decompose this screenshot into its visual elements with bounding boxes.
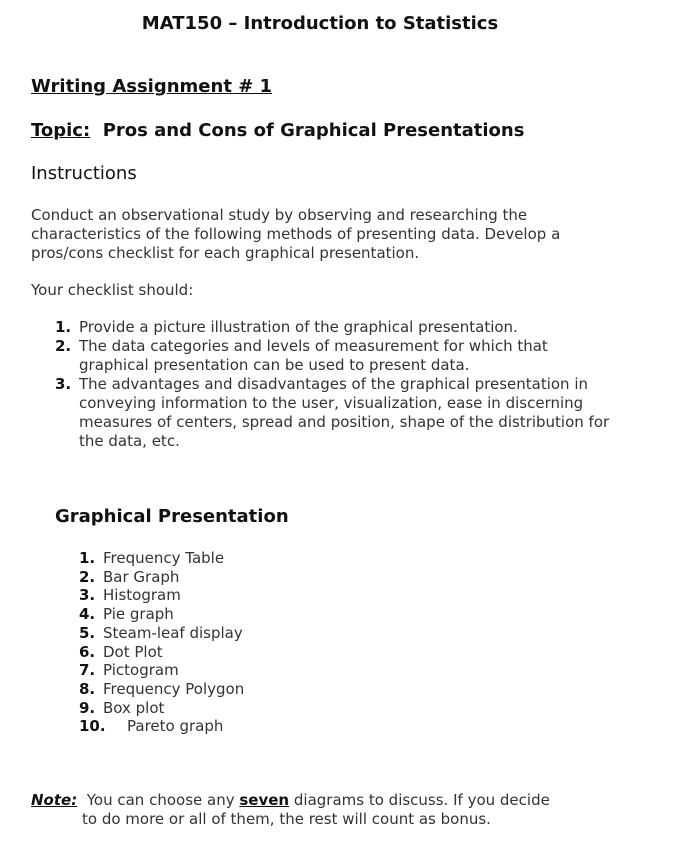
graphical-presentation-list	[79, 549, 244, 736]
list-item	[79, 699, 244, 718]
note	[31, 791, 641, 829]
list-item-text: Dot Plot	[103, 642, 163, 661]
list-item	[79, 624, 244, 643]
list-item	[55, 318, 615, 337]
list-item-text: The data categories and levels of measurement for which that graphical presentation can be used to present data.	[79, 337, 548, 374]
list-number: 4.	[79, 605, 96, 624]
list-number: 9.	[79, 698, 96, 717]
list-number: 1.	[55, 318, 72, 336]
list-item-text: Pareto graph	[127, 717, 224, 736]
list-item	[79, 661, 244, 680]
topic-label: Topic:	[31, 120, 91, 141]
topic-line	[31, 120, 524, 141]
list-item	[79, 680, 244, 699]
list-number: 6.	[79, 642, 96, 661]
topic-text: Pros and Cons of Graphical Presentations	[102, 120, 525, 141]
list-number: 5.	[79, 623, 96, 642]
list-item-text: Histogram	[103, 586, 181, 605]
instructions-heading: Instructions	[31, 163, 137, 184]
list-item-text: Bar Graph	[103, 567, 180, 586]
list-item-text: Frequency Table	[103, 549, 225, 567]
course-title: MAT150 – Introduction to Statistics	[141, 13, 499, 34]
list-number: 8.	[79, 679, 96, 698]
list-item-text: Frequency Polygon	[103, 679, 245, 698]
list-item	[79, 643, 244, 662]
list-item	[79, 605, 244, 624]
list-item-text: Steam-leaf display	[103, 623, 243, 642]
list-item-text: Pie graph	[103, 605, 174, 624]
note-emphasis: seven	[239, 791, 290, 809]
list-number: 2.	[55, 337, 72, 355]
list-item	[79, 717, 244, 736]
list-item	[55, 337, 615, 375]
checklist	[55, 318, 615, 451]
list-item-text: Provide a picture illustration of the graphical presentation.	[79, 318, 518, 336]
list-item	[79, 586, 244, 605]
list-number: 3.	[55, 375, 72, 393]
note-text-after: diagrams to discuss. If you decide	[293, 791, 550, 809]
list-item-text: Pictogram	[103, 661, 179, 680]
graphical-presentation-heading: Graphical Presentation	[55, 506, 289, 527]
list-item	[79, 568, 244, 587]
list-item-text: The advantages and disadvantages of the graphical presentation in conveying information to the user, visualization, ease in discerning measures of centers, spread and position, shape of the distribution for the data, etc.	[79, 375, 610, 450]
checklist-lead: Your checklist should:	[31, 281, 194, 299]
note-text-before: You can choose any	[86, 791, 235, 809]
list-item	[55, 375, 615, 451]
list-number: 10.	[79, 717, 106, 736]
list-number: 1.	[79, 549, 96, 567]
note-label: Note:	[31, 791, 78, 809]
note-continuation: to do more or all of them, the rest will count as bonus.	[82, 810, 491, 828]
list-item	[79, 549, 244, 568]
list-number: 7.	[79, 661, 96, 680]
list-item-text: Box plot	[103, 698, 165, 717]
intro-paragraph: Conduct an observational study by observing and researching the characteristics of the following methods of presenting data. Develop a pros/cons checklist for each graphical presentation.	[31, 206, 561, 262]
list-number: 3.	[79, 586, 96, 605]
list-number: 2.	[79, 567, 96, 586]
assignment-title: Writing Assignment # 1	[31, 76, 273, 97]
